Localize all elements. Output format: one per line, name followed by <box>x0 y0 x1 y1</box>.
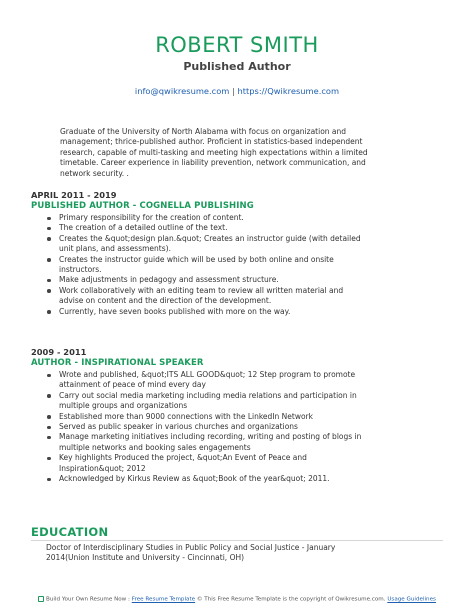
footer: Build Your Own Resume Now : Free Resume Template © This Free Resume Template is the copyright of Qwikresume.com. Usage Guidelines <box>0 596 474 603</box>
education-line: Doctor of Interdisciplinary Studies in Public Policy and Social Justice - January <box>46 543 336 552</box>
list-item: Work collaboratively with an editing team to review all written material and advise on content and the direction of the development. <box>46 286 436 307</box>
summary-line: network security. . <box>60 168 129 178</box>
list-item: Primary responsibility for the creation of content. <box>46 213 436 223</box>
summary-line: timetable. Career experience in liability prevention, network communication, and <box>60 158 366 168</box>
section-divider <box>31 540 443 541</box>
list-item: Key highlights Produced the project, &quot;An Event of Peace and Inspiration&quot; 2012 <box>46 453 436 474</box>
profile-summary <box>60 127 430 179</box>
contact-separator: | <box>229 86 238 96</box>
list-item: Creates the &quot;design plan.&quot; Creates an instructor guide (with detailed unit plans, and assessments). <box>46 234 436 255</box>
job-date: 2009 - 2011 <box>31 347 87 357</box>
list-item: Currently, have seven books published with more on the way. <box>46 307 436 317</box>
qwikresume-logo-icon <box>38 596 44 602</box>
summary-line: research, capable of multi-tasking and meeting high expectations within a limited <box>60 147 368 157</box>
list-item: Wrote and published, &quot;ITS ALL GOOD&quot; 12 Step program to promote attainment of peace of mind every day <box>46 370 436 391</box>
job-role: PUBLISHED AUTHOR - COGNELLA PUBLISHING <box>31 201 254 211</box>
website-link[interactable]: https://Qwikresume.com <box>237 86 340 96</box>
list-item: Carry out social media marketing including media relations and participation in multiple groups and organizations <box>46 391 436 412</box>
job-role: AUTHOR - INSPIRATIONAL SPEAKER <box>31 358 204 368</box>
list-item: Served as public speaker in various churches and organizations <box>46 422 436 432</box>
email-link[interactable]: info@qwikresume.com <box>134 86 230 96</box>
job-duties-list <box>46 370 436 484</box>
job-date: APRIL 2011 - 2019 <box>31 190 117 200</box>
list-item: Acknowledged by Kirkus Review as &quot;Book of the year&quot; 2011. <box>46 474 436 484</box>
footer-prefix: Build Your Own Resume Now <box>46 596 127 603</box>
list-item: Make adjustments in pedagogy and assessment structure. <box>46 275 436 285</box>
summary-line: Graduate of the University of North Alabama with focus on organization and <box>60 127 347 136</box>
free-template-link[interactable]: Free Resume Template <box>131 596 196 603</box>
usage-guidelines-link[interactable]: Usage Guidelines <box>387 596 436 603</box>
list-item: Creates the instructor guide which will be used by both online and onsite instructors. <box>46 255 436 276</box>
footer-copyright: © This Free Resume Template is the copyright of Qwikresume.com. <box>196 596 386 603</box>
summary-line: management; thrice-published author. Proficient in statistics-based independent <box>60 137 363 147</box>
contact-line <box>0 86 474 96</box>
education-heading: EDUCATION <box>31 525 109 539</box>
list-item: The creation of a detailed outline of the text. <box>46 223 436 233</box>
education-entry <box>46 543 335 564</box>
job-duties-list <box>46 213 436 317</box>
list-item: Manage marketing initiatives including recording, writing and posting of blogs in multiple networks and booking sales engagements <box>46 432 436 453</box>
job-title: Published Author <box>183 60 291 73</box>
list-item: Established more than 9000 connections with the LinkedIn Network <box>46 412 436 422</box>
candidate-name: ROBERT SMITH <box>155 33 319 57</box>
education-line: 2014(Union Institute and University - Cincinnati, OH) <box>46 553 245 563</box>
